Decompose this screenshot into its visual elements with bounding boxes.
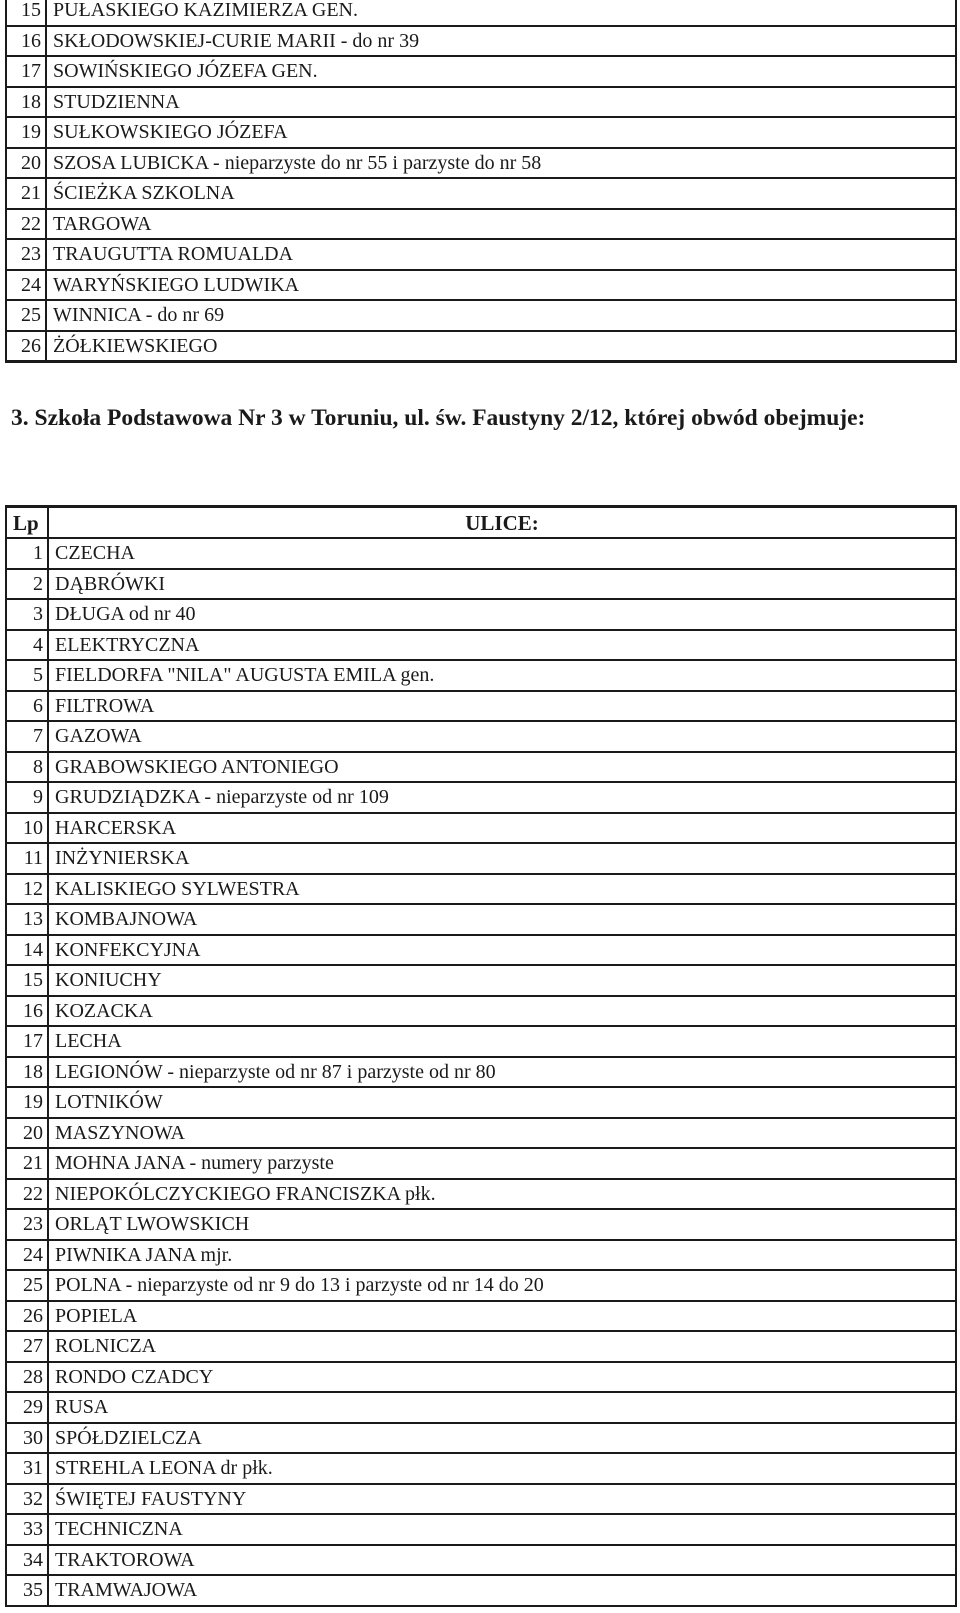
row-number: 15 [6, 0, 46, 26]
street-name: TECHNICZNA [48, 1514, 956, 1545]
table-row [6, 996, 956, 1027]
row-number: 19 [6, 1087, 48, 1118]
row-number: 33 [6, 1514, 48, 1545]
table-row [6, 178, 956, 209]
street-name: SZOSA LUBICKA - nieparzyste do nr 55 i parzyste do nr 58 [46, 148, 956, 179]
table-row [6, 1514, 956, 1545]
street-name: KOMBAJNOWA [48, 904, 956, 935]
table-row [6, 209, 956, 240]
street-name: TARGOWA [46, 209, 956, 240]
row-number: 14 [6, 935, 48, 966]
street-name: WARYŃSKIEGO LUDWIKA [46, 270, 956, 301]
street-name: TRAMWAJOWA [48, 1575, 956, 1606]
streets-table-body [6, 507, 956, 1606]
row-number: 23 [6, 1209, 48, 1240]
table-row [6, 1209, 956, 1240]
row-number: 23 [6, 239, 46, 270]
row-number: 31 [6, 1453, 48, 1484]
table-row [6, 660, 956, 691]
table-row [6, 874, 956, 905]
street-name: FILTROWA [48, 691, 956, 722]
street-name: PIWNIKA JANA mjr. [48, 1240, 956, 1271]
table-row [6, 1118, 956, 1149]
streets-table-school-3 [5, 505, 957, 1607]
table-row [6, 1331, 956, 1362]
street-name: SKŁODOWSKIEJ-CURIE MARII - do nr 39 [46, 26, 956, 57]
street-name: MASZYNOWA [48, 1118, 956, 1149]
row-number: 11 [6, 843, 48, 874]
row-number: 26 [6, 331, 46, 362]
row-number: 2 [6, 569, 48, 600]
street-name: STUDZIENNA [46, 87, 956, 118]
row-number: 4 [6, 630, 48, 661]
row-number: 32 [6, 1484, 48, 1515]
table-row [6, 904, 956, 935]
table-row [6, 813, 956, 844]
street-name: STREHLA LEONA dr płk. [48, 1453, 956, 1484]
table-row [6, 239, 956, 270]
row-number: 25 [6, 1270, 48, 1301]
table-row [6, 1270, 956, 1301]
row-number: 18 [6, 1057, 48, 1088]
street-name: ROLNICZA [48, 1331, 956, 1362]
table-row [6, 1087, 956, 1118]
row-number: 3 [6, 599, 48, 630]
row-number: 22 [6, 209, 46, 240]
row-number: 24 [6, 1240, 48, 1271]
table-row [6, 782, 956, 813]
street-name: RONDO CZADCY [48, 1362, 956, 1393]
street-name: TRAKTOROWA [48, 1545, 956, 1576]
table-row [6, 843, 956, 874]
street-name: HARCERSKA [48, 813, 956, 844]
table-row [6, 1575, 956, 1606]
row-number: 8 [6, 752, 48, 783]
table-row [6, 270, 956, 301]
row-number: 16 [6, 26, 46, 57]
street-name: ŚCIEŻKA SZKOLNA [46, 178, 956, 209]
row-number: 20 [6, 1118, 48, 1149]
row-number: 5 [6, 660, 48, 691]
street-name: INŻYNIERSKA [48, 843, 956, 874]
street-name: ORLĄT LWOWSKICH [48, 1209, 956, 1240]
table-row [6, 0, 956, 26]
table-row [6, 569, 956, 600]
row-number: 15 [6, 965, 48, 996]
table-row [6, 538, 956, 569]
street-name: KALISKIEGO SYLWESTRA [48, 874, 956, 905]
table-row [6, 599, 956, 630]
table-row [6, 1453, 956, 1484]
table-header-row [6, 507, 956, 539]
table-row [6, 1484, 956, 1515]
street-name: WINNICA - do nr 69 [46, 300, 956, 331]
street-name: SPÓŁDZIELCZA [48, 1423, 956, 1454]
row-number: 18 [6, 87, 46, 118]
header-streets: ULICE: [48, 507, 956, 539]
row-number: 20 [6, 148, 46, 179]
table-row [6, 148, 956, 179]
row-number: 21 [6, 178, 46, 209]
table-row [6, 331, 956, 362]
row-number: 17 [6, 1026, 48, 1057]
street-name: POLNA - nieparzyste od nr 9 do 13 i parzyste od nr 14 do 20 [48, 1270, 956, 1301]
table-row [6, 87, 956, 118]
table-row [6, 1362, 956, 1393]
street-name: SUŁKOWSKIEGO JÓZEFA [46, 117, 956, 148]
row-number: 7 [6, 721, 48, 752]
row-number: 1 [6, 538, 48, 569]
table-row [6, 1240, 956, 1271]
street-name: GRABOWSKIEGO ANTONIEGO [48, 752, 956, 783]
table-row [6, 1057, 956, 1088]
street-name: ŚWIĘTEJ FAUSTYNY [48, 1484, 956, 1515]
street-name: MOHNA JANA - numery parzyste [48, 1148, 956, 1179]
row-number: 35 [6, 1575, 48, 1606]
row-number: 26 [6, 1301, 48, 1332]
row-number: 19 [6, 117, 46, 148]
table-row [6, 26, 956, 57]
street-name: GRUDZIĄDZKA - nieparzyste od nr 109 [48, 782, 956, 813]
table-row [6, 1301, 956, 1332]
streets-table-continued [5, 0, 957, 363]
table-row [6, 300, 956, 331]
row-number: 12 [6, 874, 48, 905]
header-lp: Lp [6, 507, 48, 539]
table-row [6, 1392, 956, 1423]
table-row [6, 1545, 956, 1576]
street-name: NIEPOKÓLCZYCKIEGO FRANCISZKA płk. [48, 1179, 956, 1210]
street-name: KOZACKA [48, 996, 956, 1027]
street-name: POPIELA [48, 1301, 956, 1332]
table-row [6, 117, 956, 148]
street-name: ŻÓŁKIEWSKIEGO [46, 331, 956, 362]
street-name: KONIUCHY [48, 965, 956, 996]
row-number: 25 [6, 300, 46, 331]
street-name: ELEKTRYCZNA [48, 630, 956, 661]
table-row [6, 691, 956, 722]
row-number: 24 [6, 270, 46, 301]
street-name: SOWIŃSKIEGO JÓZEFA GEN. [46, 56, 956, 87]
table-row [6, 56, 956, 87]
table-row [6, 721, 956, 752]
row-number: 34 [6, 1545, 48, 1576]
street-name: CZECHA [48, 538, 956, 569]
street-name: GAZOWA [48, 721, 956, 752]
table-row [6, 1026, 956, 1057]
street-name: LECHA [48, 1026, 956, 1057]
row-number: 17 [6, 56, 46, 87]
table-row [6, 752, 956, 783]
street-name: LOTNIKÓW [48, 1087, 956, 1118]
row-number: 30 [6, 1423, 48, 1454]
table-row [6, 630, 956, 661]
row-number: 16 [6, 996, 48, 1027]
table-row [6, 1423, 956, 1454]
row-number: 6 [6, 691, 48, 722]
row-number: 10 [6, 813, 48, 844]
row-number: 9 [6, 782, 48, 813]
street-name: DĄBRÓWKI [48, 569, 956, 600]
street-name: LEGIONÓW - nieparzyste od nr 87 i parzyste od nr 80 [48, 1057, 956, 1088]
table-row [6, 965, 956, 996]
row-number: 13 [6, 904, 48, 935]
row-number: 29 [6, 1392, 48, 1423]
street-name: DŁUGA od nr 40 [48, 599, 956, 630]
streets-table-body [6, 0, 956, 362]
row-number: 28 [6, 1362, 48, 1393]
street-name: KONFEKCYJNA [48, 935, 956, 966]
row-number: 22 [6, 1179, 48, 1210]
table-row [6, 935, 956, 966]
street-name: PUŁASKIEGO KAZIMIERZA GEN. [46, 0, 956, 26]
section-heading: 3. Szkoła Podstawowa Nr 3 w Toruniu, ul. św. Faustyny 2/12, której obwód obejmuje: [11, 405, 866, 431]
row-number: 27 [6, 1331, 48, 1362]
street-name: TRAUGUTTA ROMUALDA [46, 239, 956, 270]
row-number: 21 [6, 1148, 48, 1179]
table-row [6, 1148, 956, 1179]
table-row [6, 1179, 956, 1210]
street-name: FIELDORFA "NILA" AUGUSTA EMILA gen. [48, 660, 956, 691]
street-name: RUSA [48, 1392, 956, 1423]
